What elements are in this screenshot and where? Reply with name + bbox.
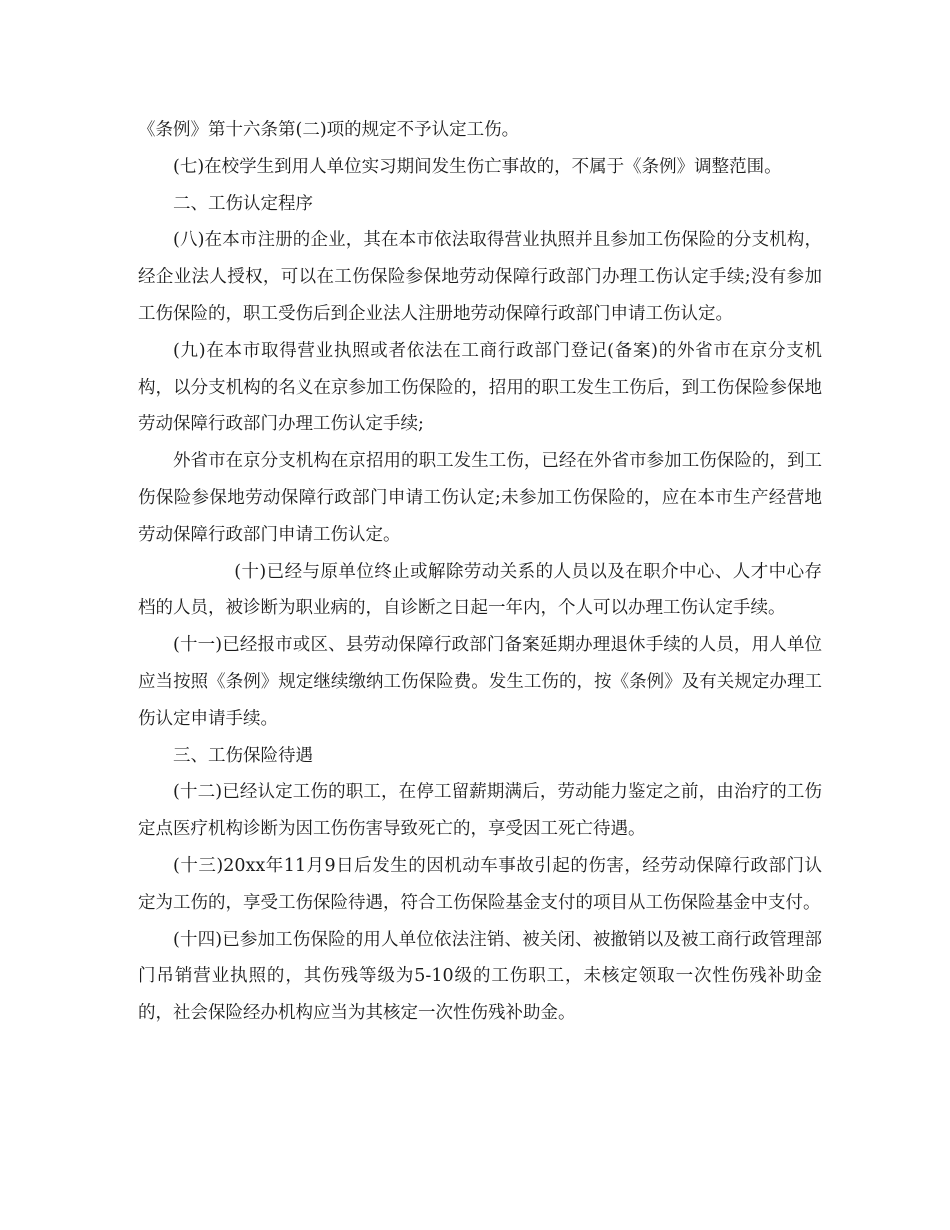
- section-heading-3: 三、工伤保险待遇: [173, 745, 313, 766]
- document-body: [138, 112, 822, 1032]
- paragraph-2: (七)在校学生到用人单位实习期间发生伤亡事故的，不属于《条例》调整范围。: [173, 156, 782, 177]
- paragraph-4: (八)在本市注册的企业，其在本市依法取得营业执照并且参加工伤保险的分支机构，经企业法人授权，可以在工伤保险参保地劳动保障行政部门办理工伤认定手续;没有参加工伤保险的，职工受伤后到企业法人注册地劳动保障行政部门申请工伤认定。: [138, 230, 822, 324]
- paragraph-1: 《条例》第十六条第(二)项的规定不予认定工伤。: [138, 120, 520, 140]
- paragraph-11: (十三)20xx年11月9日后发生的因机动车事故引起的伤害，经劳动保障行政部门认定为工伤的，享受工伤保险待遇，符合工伤保险基金支付的项目从工伤保险基金中支付。: [138, 855, 822, 913]
- paragraph-7: (十)已经与原单位终止或解除劳动关系的人员以及在职介中心、人才中心存档的人员，被诊断为职业病的，自诊断之日起一年内，个人可以办理工伤认定手续。: [138, 561, 822, 619]
- paragraph-10: (十二)已经认定工伤的职工，在停工留薪期满后，劳动能力鉴定之前，由治疗的工伤定点医疗机构诊断为因工伤伤害导致死亡的，享受因工死亡待遇。: [138, 782, 822, 840]
- paragraph-5: (九)在本市取得营业执照或者依法在工商行政部门登记(备案)的外省市在京分支机构，以分支机构的名义在京参加工伤保险的，招用的职工发生工伤后，到工伤保险参保地劳动保障行政部门办理工伤认定手续;: [138, 340, 822, 435]
- paragraph-8: (十一)已经报市或区、县劳动保障行政部门备案延期办理退休手续的人员，用人单位应当按照《条例》规定继续缴纳工伤保险费。发生工伤的，按《条例》及有关规定办理工伤认定申请手续。: [138, 635, 822, 729]
- paragraph-6: 外省市在京分支机构在京招用的职工发生工伤，已经在外省市参加工伤保险的，到工伤保险参保地劳动保障行政部门申请工伤认定;未参加工伤保险的，应在本市生产经营地劳动保障行政部门申请工伤认定。: [138, 451, 822, 545]
- section-heading-2: 二、工伤认定程序: [173, 193, 313, 214]
- paragraph-12: (十四)已参加工伤保险的用人单位依法注销、被关闭、被撤销以及被工商行政管理部门吊销营业执照的，其伤残等级为5-10级的工伤职工，未核定领取一次性伤残补助金的，社会保险经办机构应当为其核定一次性伤残补助金。: [138, 929, 822, 1024]
